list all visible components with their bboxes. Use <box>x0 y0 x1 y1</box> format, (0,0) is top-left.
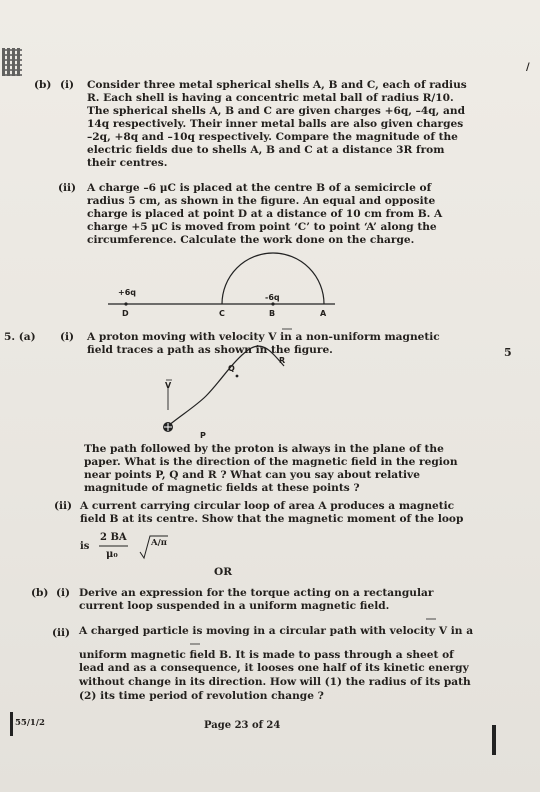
label-charge-b: -6q <box>265 293 280 302</box>
label-a: A <box>320 309 327 318</box>
text-line: The spherical shells A, B and C are given charges +6q, –4q, and <box>87 105 466 117</box>
text-line: current loop suspended in a uniform magnetic field. <box>79 600 390 612</box>
paper-code: 55/1/2 <box>15 718 45 728</box>
text-line: magnitude of magnetic fields at these points ? <box>84 482 360 494</box>
text-line: (2) its time period of revolution change ? <box>79 690 324 702</box>
label-charge-d: +6q <box>118 288 136 297</box>
text-line: A charged particle is moving in a circular path with velocity V in a <box>79 625 474 637</box>
label-p: P <box>200 431 206 440</box>
subpart-label-ii: (ii) <box>58 182 77 194</box>
text-line: A proton moving with velocity V in a non-uniform magnetic <box>87 331 440 343</box>
label-b: B <box>269 309 276 318</box>
text-line: electric fields due to shells A, B and C at a distance 3R from <box>87 144 445 156</box>
question-label-b: (b) <box>34 79 52 91</box>
label-q: Q <box>228 364 235 373</box>
text-line: charge is placed at point D at a distance of 10 cm from B. A <box>87 208 443 220</box>
text-line: Consider three metal spherical shells A, B and C, each of radius <box>87 79 467 91</box>
subpart-label-i: (i) <box>60 79 75 91</box>
text-line: R. Each shell is having a concentric metal ball of radius R/10. <box>87 92 454 104</box>
formula-prefix: is <box>80 541 90 552</box>
text-line: their centres. <box>87 157 168 169</box>
text-line: circumference. Calculate the work done on the charge. <box>87 234 415 246</box>
label-c: C <box>219 309 225 318</box>
subpart-label-ii: (ii) <box>52 627 71 639</box>
text-line: charge +5 μC is moved from point ‘C’ to point ‘A’ along the <box>87 221 437 233</box>
label-r: R <box>279 356 286 365</box>
page-number: Page 23 of 24 <box>204 720 281 731</box>
question-label-b: (b) <box>31 587 49 599</box>
text-line: radius 5 cm, as shown in the figure. An equal and opposite <box>87 195 436 207</box>
text-line: uniform magnetic field B. It is made to pass through a sheet of <box>79 649 454 661</box>
label-d: D <box>122 309 129 318</box>
formula-denominator: μ₀ <box>106 549 118 560</box>
point-q-dot <box>236 375 239 378</box>
subpart-label-i: (i) <box>56 587 71 599</box>
text-line: Derive an expression for the torque acting on a rectangular <box>79 587 434 599</box>
question-number-5a: 5. (a) <box>4 331 36 343</box>
text-line: paper. What is the direction of the magnetic field in the region <box>84 456 458 468</box>
margin-bar-left <box>10 712 13 736</box>
margin-bar-right <box>492 725 496 755</box>
proton-path <box>168 346 284 426</box>
text-line: field traces a path as shown in the figure. <box>87 344 333 356</box>
text-line: A charge –6 μC is placed at the centre B of a semicircle of <box>87 182 432 194</box>
text-line: lead and as a consequence, it looses one half of its kinetic energy <box>79 662 469 674</box>
margin-tick-mark: / <box>526 62 530 73</box>
text-line: 14q respectively. Their inner metal balls are also given charges <box>87 118 464 130</box>
marks-badge: 5 <box>504 346 512 359</box>
text-line: field B at its centre. Show that the magnetic moment of the loop <box>80 513 464 525</box>
subpart-label-ii: (ii) <box>54 500 73 512</box>
label-v: V <box>165 381 172 390</box>
text-line: without change in its direction. How will (1) the radius of its path <box>79 676 471 688</box>
subpart-label-i: (i) <box>60 331 75 343</box>
formula-root: A/π <box>151 538 167 548</box>
text-line: A current carrying circular loop of area A produces a magnetic <box>80 500 455 512</box>
or-divider: OR <box>214 566 233 578</box>
point-b-dot <box>271 302 274 305</box>
text-line: near points P, Q and R ? What can you say about relative <box>84 469 420 481</box>
formula-numerator: 2 BA <box>100 532 127 543</box>
text-line: –2q, +8q and –10q respectively. Compare the magnitude of the <box>87 131 458 143</box>
point-d-dot <box>124 302 127 305</box>
text-line: The path followed by the proton is always in the plane of the <box>84 443 444 455</box>
